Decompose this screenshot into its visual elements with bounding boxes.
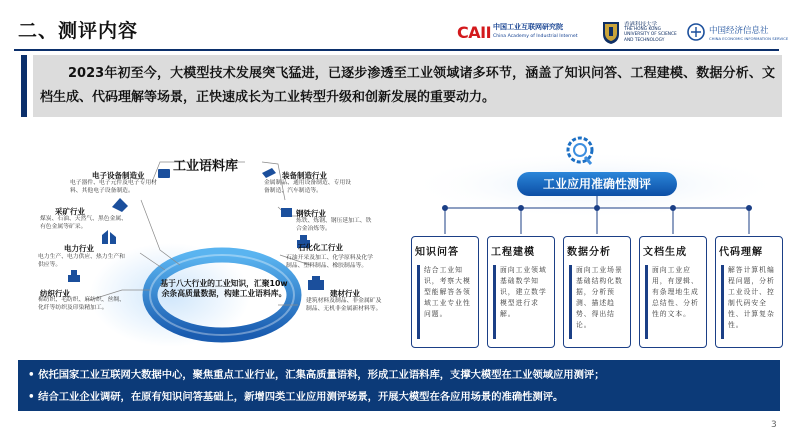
card-bar — [645, 265, 648, 339]
intro-text: 2023年初至今，大模型技术发展突飞猛进，已逐步渗透至工业领域诸多环节，涵盖了知识问答、工程建模、数据分析、文档生成、代码理解等场景，正快速成长为工业转型升级和创新发展的重要动力。 — [40, 66, 775, 105]
summary-bullet-1-text: 依托国家工业互联网大数据中心，聚焦重点工业行业，汇集高质量语料，形成工业语料库，支撑大模型在工业领域应用测评； — [38, 369, 605, 381]
textile-icon — [68, 270, 80, 282]
card-engineering-modeling — [487, 236, 555, 348]
card-knowledge-qa — [411, 236, 479, 348]
equipment-icon — [262, 168, 276, 178]
industry-left-2-desc: 电力生产、电力供应、热力生产和供应等。 — [38, 254, 125, 268]
hkust-logo-cn: 香港科技大学 — [624, 22, 658, 28]
caii-logo-mark: CAII — [457, 23, 492, 42]
industry-right-2-desc: 石油开采及加工、化学原料及化学制品、塑料制品、橡胶制品等。 — [286, 255, 373, 269]
ciia-logo — [687, 21, 789, 49]
card-body: 面向工业领域基础数学知识，建立数学模型进行求解。 — [500, 266, 547, 318]
card-bar — [569, 265, 572, 339]
card-body: 结合工业知识，考察大模型能解答各领域工业专业性问题。 — [424, 266, 471, 318]
building-materials-icon — [308, 276, 324, 290]
evaluation-title: 工业应用准确性测评 — [542, 177, 651, 191]
industry-right-1-title: 钢铁行业 — [296, 209, 326, 218]
industry-right-3-desc: 建筑材料及制品、非金属矿及制品、无机非金属新材料等。 — [306, 298, 382, 312]
industry-right-2-title: 石化化工行业 — [298, 243, 343, 252]
caii-logo-cn: 中国工业互联网研究院 — [493, 23, 563, 31]
industry-left-3-desc: 棉纺织、毛纺织、麻纺织、丝绸、化纤等纺织及印染精加工。 — [38, 297, 125, 311]
ciia-logo-en: CHINA ECONOMIC INFORMATION SERVICE — [709, 36, 789, 41]
ring-text: 基于八大行业的工业知识，汇聚10w余条高质量数据，构建工业语料库。 — [160, 279, 288, 298]
card-title: 数据分析 — [567, 247, 611, 258]
industry-right-1-desc: 炼铁、炼钢、钢压延加工、铁合金冶炼等。 — [296, 218, 372, 232]
intro-accent-bar — [21, 55, 27, 117]
hkust-shield-icon — [602, 21, 620, 45]
industry-right-0-title: 装备制造行业 — [282, 171, 327, 180]
power-icon — [102, 230, 116, 244]
electronics-icon — [158, 169, 170, 178]
card-title: 工程建模 — [491, 247, 535, 258]
industry-right-3-title: 建材行业 — [330, 289, 360, 298]
card-body: 面向工业应用，有逻辑、有条理地生成总结性、分析性的文本。 — [652, 266, 699, 318]
caii-logo-en: China Academy of Industrial Internet — [493, 34, 578, 39]
hkust-logo-en: THE HONG KONG UNIVERSITY OF SCIENCE AND TECHNOLOGY — [624, 27, 677, 43]
summary-bullet-2-text: 结合工业企业调研，在原有知识问答基础上，新增四类工业应用测评场景，开展大模型在各应用场景的准确性测评。 — [38, 391, 564, 403]
card-data-analysis — [563, 236, 631, 348]
page-title: 二、测评内容 — [18, 20, 139, 42]
card-title: 代码理解 — [719, 247, 763, 258]
ciia-logo-cn: 中国经济信息社 — [709, 26, 769, 36]
page-number: 3 — [771, 420, 777, 430]
card-document-generation — [639, 236, 707, 348]
card-code-understanding — [715, 236, 783, 348]
card-body: 面向工业场景基础结构化数据，分析预测、描述趋势、得出结论。 — [576, 266, 623, 329]
industry-left-1-title: 采矿行业 — [55, 207, 85, 216]
card-title: 知识问答 — [415, 247, 459, 258]
card-body: 解答计算机编程问题，分析工业设计、控制代码安全性、计算复杂性。 — [728, 266, 775, 329]
caii-logo — [457, 22, 578, 46]
corpus-title: 工业语料库 — [173, 159, 239, 174]
ciia-emblem-icon — [687, 23, 705, 41]
card-bar — [493, 265, 496, 339]
steel-icon — [281, 208, 292, 217]
mining-icon — [112, 198, 128, 212]
card-bar — [721, 265, 724, 339]
summary-bullet-1: • 依托国家工业互联网大数据中心，聚焦重点工业行业，汇集高质量语料，形成工业语料库，支撑大模型在工业领域应用测评； — [28, 369, 605, 381]
industry-left-3-title: 纺织行业 — [40, 289, 70, 298]
industry-right-0-desc: 金属制品、通用设备制造、专用设备制造、汽车制造等。 — [264, 180, 351, 194]
card-title: 文档生成 — [643, 247, 687, 258]
industry-left-0-title: 电子设备制造业 — [92, 171, 145, 180]
industry-left-0-desc: 电子器件、电子元件及电子专用材料、其他电子设备制造。 — [70, 180, 157, 194]
card-bar — [417, 265, 420, 339]
hkust-logo — [602, 17, 684, 51]
industry-left-2-title: 电力行业 — [64, 244, 94, 253]
summary-bullet-2: • 结合工业企业调研，在原有知识问答基础上，新增四类工业应用测评场景，开展大模型在各应用场景的准确性测评。 — [28, 391, 564, 403]
industry-left-1-desc: 煤炭、石油、天然气、黑色金属、有色金属等矿采。 — [40, 216, 127, 230]
